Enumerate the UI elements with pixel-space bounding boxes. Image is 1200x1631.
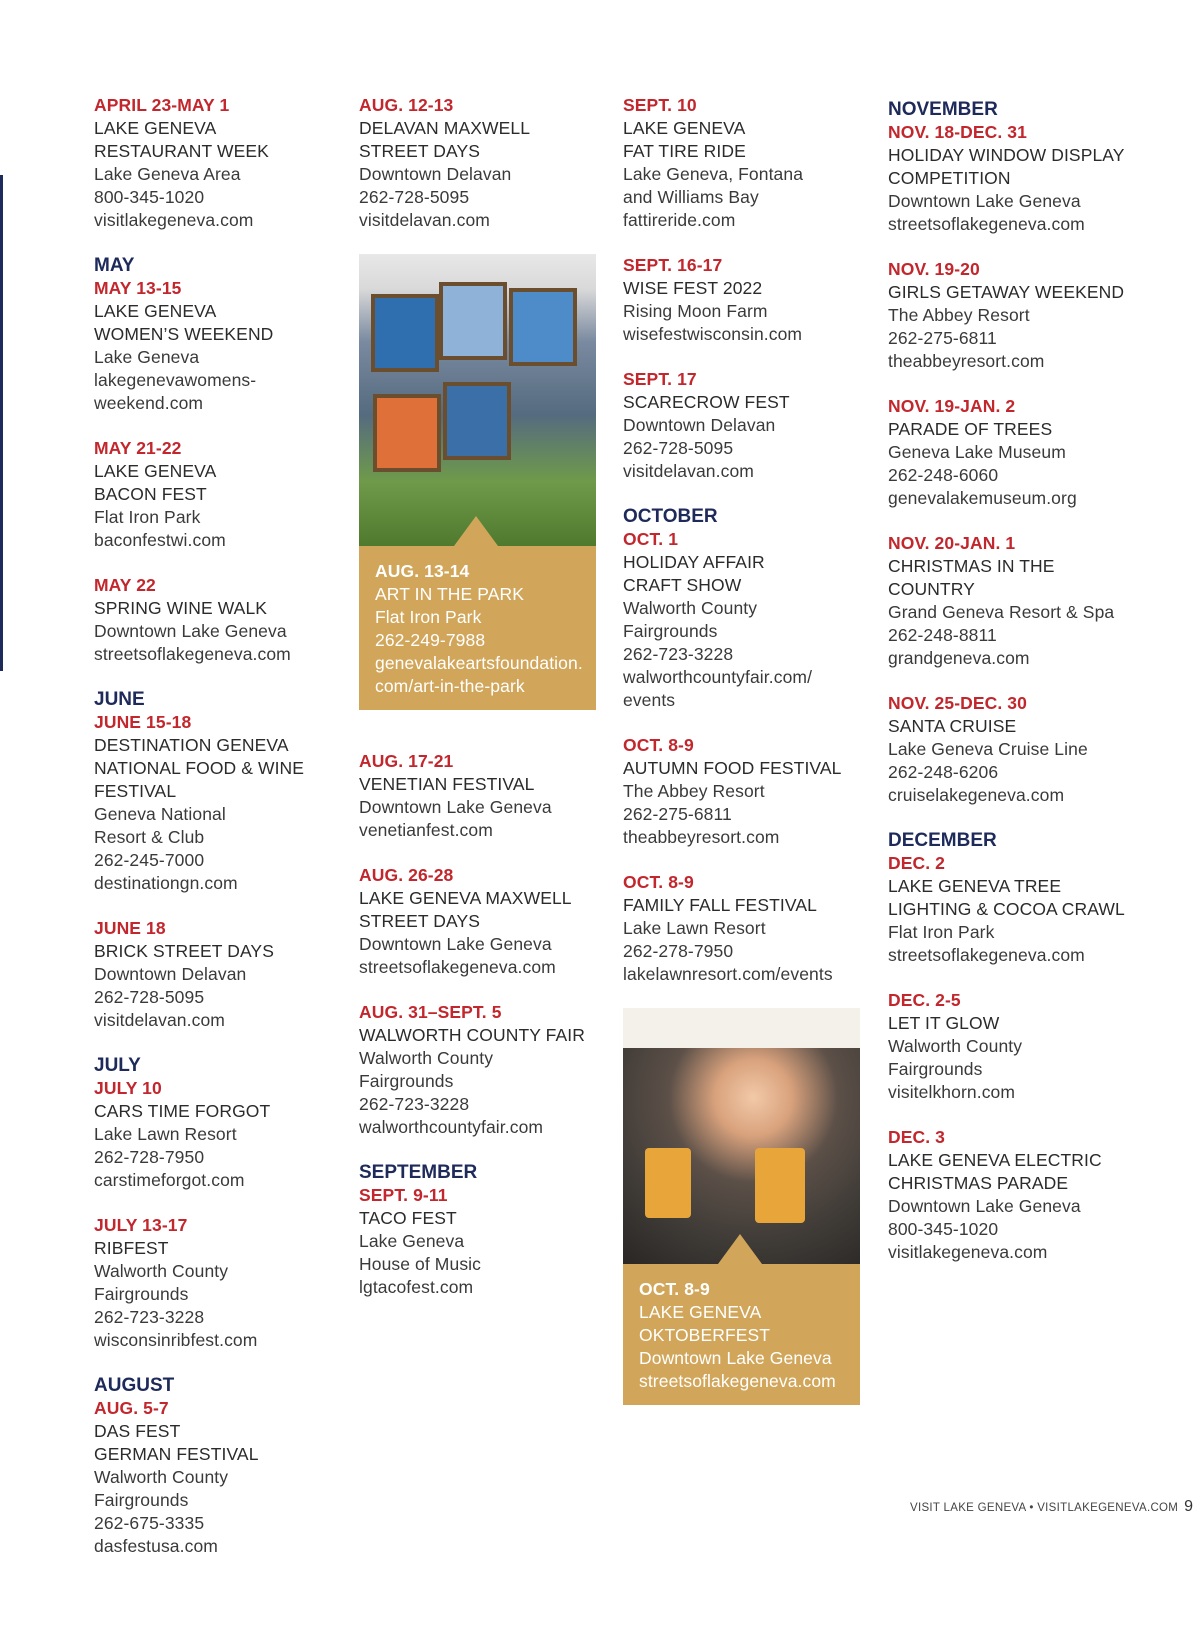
event-title: CHRISTMAS IN THE <box>888 556 1055 576</box>
event-entry <box>359 864 619 979</box>
event-detail: Lake Lawn Resort <box>94 1124 237 1144</box>
event-website: visitlakegeneva.com <box>94 210 254 230</box>
tent-canopy <box>623 1008 860 1048</box>
month-heading: NOVEMBER <box>888 99 998 120</box>
event-title: LAKE GENEVA ELECTRIC <box>888 1150 1102 1170</box>
event-entry <box>94 254 354 415</box>
event-entry <box>888 989 1148 1104</box>
event-website: grandgeneva.com <box>888 648 1030 668</box>
oktoberfest-caption <box>623 1264 860 1405</box>
month-heading: DECEMBER <box>888 830 997 851</box>
event-detail: Downtown Delavan <box>359 164 512 184</box>
event-title: STREET DAYS <box>359 911 481 931</box>
event-entry <box>94 1374 354 1558</box>
event-phone: 262-723-3228 <box>623 644 734 664</box>
event-title: OKTOBERFEST <box>639 1325 771 1345</box>
event-date: MAY 13-15 <box>94 278 182 298</box>
event-entry <box>888 258 1148 373</box>
event-title: LAKE GENEVA <box>623 118 746 138</box>
event-date: OCT. 1 <box>623 529 679 549</box>
events-column-2 <box>359 94 619 1321</box>
event-detail: and Williams Bay <box>623 187 759 207</box>
event-phone: 262-248-6060 <box>888 465 999 485</box>
event-title: TACO FEST <box>359 1208 457 1228</box>
event-phone: 262-728-5095 <box>359 187 470 207</box>
event-website: walworthcountyfair.com/ <box>623 667 813 687</box>
event-date: DEC. 3 <box>888 1127 946 1147</box>
event-title: LAKE GENEVA <box>639 1302 762 1322</box>
event-title: BRICK STREET DAYS <box>94 941 274 961</box>
event-detail: Downtown Delavan <box>94 964 247 984</box>
event-entry <box>94 574 354 666</box>
beer-stein-right <box>755 1148 805 1223</box>
painting-shape <box>373 394 441 472</box>
event-date: JUNE 15-18 <box>94 712 192 732</box>
event-detail: House of Music <box>359 1254 482 1274</box>
event-detail: Downtown Lake Geneva <box>888 191 1081 211</box>
event-title: FAMILY FALL FESTIVAL <box>623 895 817 915</box>
event-website: wisconsinribfest.com <box>94 1330 258 1350</box>
event-website: theabbeyresort.com <box>888 351 1045 371</box>
event-title: WISE FEST 2022 <box>623 278 763 298</box>
event-detail: Lake Geneva, Fontana <box>623 164 804 184</box>
event-title: RIBFEST <box>94 1238 169 1258</box>
event-title: NATIONAL FOOD & WINE <box>94 758 305 778</box>
event-date: JULY 13-17 <box>94 1215 188 1235</box>
art-fair-photo <box>359 254 596 546</box>
event-title: DELAVAN MAXWELL <box>359 118 531 138</box>
event-detail: Lake Geneva Cruise Line <box>888 739 1088 759</box>
event-website: visitdelavan.com <box>623 461 754 481</box>
event-entry <box>623 94 883 232</box>
event-date: NOV. 19-JAN. 2 <box>888 396 1016 416</box>
event-title: LAKE GENEVA TREE <box>888 876 1062 896</box>
event-date: AUG. 17-21 <box>359 751 454 771</box>
event-website: carstimeforgot.com <box>94 1170 245 1190</box>
month-heading: MAY <box>94 255 135 276</box>
event-date: OCT. 8-9 <box>623 872 694 892</box>
event-phone: 262-275-6811 <box>623 804 732 824</box>
event-entry <box>623 871 883 986</box>
event-entry <box>623 505 883 712</box>
event-detail: Downtown Lake Geneva <box>359 934 552 954</box>
event-title: FESTIVAL <box>94 781 177 801</box>
event-date: OCT. 8-9 <box>639 1279 710 1299</box>
event-entry <box>623 734 883 849</box>
painting-shape <box>443 382 511 460</box>
event-entry <box>359 750 619 842</box>
event-phone: 262-245-7000 <box>94 850 205 870</box>
events-column-1 <box>94 94 354 1580</box>
month-heading: SEPTEMBER <box>359 1162 478 1183</box>
event-title: COUNTRY <box>888 579 975 599</box>
event-date: AUG. 12-13 <box>359 95 454 115</box>
event-title: SANTA CRUISE <box>888 716 1017 736</box>
event-detail: Geneva National <box>94 804 226 824</box>
event-website: streetsoflakegeneva.com <box>94 644 291 664</box>
event-title: LAKE GENEVA <box>94 461 217 481</box>
event-website: streetsoflakegeneva.com <box>639 1371 836 1391</box>
event-detail: Walworth County <box>94 1467 229 1487</box>
event-detail: Downtown Lake Geneva <box>888 1196 1081 1216</box>
event-date: NOV. 25-DEC. 30 <box>888 693 1027 713</box>
event-phone: 262-248-6206 <box>888 762 999 782</box>
oktoberfest-feature <box>623 1008 860 1405</box>
page-footer <box>910 1498 1193 1516</box>
event-detail: Resort & Club <box>94 827 205 847</box>
event-detail: Lake Geneva <box>94 347 200 367</box>
event-date: APRIL 23-MAY 1 <box>94 95 230 115</box>
event-detail: Fairgrounds <box>94 1284 189 1304</box>
event-detail: Fairgrounds <box>623 621 718 641</box>
event-detail: Flat Iron Park <box>888 922 995 942</box>
event-detail: Downtown Lake Geneva <box>359 797 552 817</box>
event-date: MAY 22 <box>94 575 156 595</box>
event-date: OCT. 8-9 <box>623 735 694 755</box>
event-title: LAKE GENEVA <box>94 118 217 138</box>
beer-stein-left <box>645 1148 691 1218</box>
event-entry <box>359 1001 619 1139</box>
event-entry <box>623 368 883 483</box>
month-heading: AUGUST <box>94 1375 175 1396</box>
event-website: dasfestusa.com <box>94 1536 218 1556</box>
event-entry <box>94 94 354 232</box>
event-title: GIRLS GETAWAY WEEKEND <box>888 282 1125 302</box>
event-entry <box>94 688 354 895</box>
event-date: SEPT. 10 <box>623 95 697 115</box>
event-date: MAY 21-22 <box>94 438 182 458</box>
event-website: venetianfest.com <box>359 820 493 840</box>
event-detail: Lake Geneva Area <box>94 164 241 184</box>
event-date: AUG. 5-7 <box>94 1398 169 1418</box>
events-column-3 <box>623 94 883 1445</box>
event-title: LAKE GENEVA <box>94 301 217 321</box>
event-title: RESTAURANT WEEK <box>94 141 269 161</box>
event-date: AUG. 13-14 <box>375 561 470 581</box>
event-website: weekend.com <box>94 393 204 413</box>
event-title: DAS FEST <box>94 1421 181 1441</box>
event-title: SPRING WINE WALK <box>94 598 268 618</box>
event-date: SEPT. 9-11 <box>359 1185 448 1205</box>
event-detail: Walworth County <box>94 1261 229 1281</box>
event-entry <box>623 254 883 346</box>
event-title: WOMEN’S WEEKEND <box>94 324 274 344</box>
event-website: streetsoflakegeneva.com <box>888 214 1085 234</box>
event-date: SEPT. 16-17 <box>623 255 723 275</box>
event-detail: The Abbey Resort <box>623 781 765 801</box>
event-date: AUG. 26-28 <box>359 865 454 885</box>
event-title: GERMAN FESTIVAL <box>94 1444 259 1464</box>
event-title: DESTINATION GENEVA <box>94 735 289 755</box>
event-detail: Walworth County <box>623 598 758 618</box>
event-title: COMPETITION <box>888 168 1011 188</box>
event-phone: 262-248-8811 <box>888 625 997 645</box>
page-number: 9 <box>1184 1498 1194 1515</box>
event-entry <box>888 692 1148 807</box>
event-phone: 262-728-5095 <box>623 438 734 458</box>
event-title: STREET DAYS <box>359 141 481 161</box>
event-detail: Flat Iron Park <box>375 607 482 627</box>
event-entry <box>94 1054 354 1192</box>
events-column-4 <box>888 94 1148 1286</box>
event-title: LAKE GENEVA MAXWELL <box>359 888 572 908</box>
month-heading: JULY <box>94 1055 141 1076</box>
event-website: visitlakegeneva.com <box>888 1242 1048 1262</box>
event-website: genevalakeartsfoundation. <box>375 653 583 673</box>
event-phone: 262-278-7950 <box>623 941 734 961</box>
event-detail: Rising Moon Farm <box>623 301 768 321</box>
event-website: visitelkhorn.com <box>888 1082 1016 1102</box>
oktoberfest-photo <box>623 1008 860 1264</box>
painting-shape <box>371 294 439 372</box>
painting-shape <box>509 288 577 366</box>
event-entry <box>359 1161 619 1299</box>
event-website: streetsoflakegeneva.com <box>359 957 556 977</box>
event-detail: The Abbey Resort <box>888 305 1030 325</box>
event-entry <box>94 437 354 552</box>
event-detail: Fairgrounds <box>888 1059 983 1079</box>
event-title: FAT TIRE RIDE <box>623 141 746 161</box>
event-entry <box>888 395 1148 510</box>
event-title: WALWORTH COUNTY FAIR <box>359 1025 585 1045</box>
event-detail: lakegenevawomens- <box>94 370 257 390</box>
event-title: HOLIDAY WINDOW DISPLAY <box>888 145 1125 165</box>
event-title: BACON FEST <box>94 484 207 504</box>
event-date: NOV. 20-JAN. 1 <box>888 533 1016 553</box>
month-heading: OCTOBER <box>623 506 718 527</box>
event-entry <box>94 1214 354 1352</box>
event-phone: 262-728-5095 <box>94 987 205 1007</box>
event-phone: 262-728-7950 <box>94 1147 205 1167</box>
event-date: AUG. 31–SEPT. 5 <box>359 1002 502 1022</box>
event-title: LIGHTING & COCOA CRAWL <box>888 899 1125 919</box>
event-detail: Lake Geneva <box>359 1231 465 1251</box>
art-in-the-park-caption <box>359 546 596 710</box>
event-title: HOLIDAY AFFAIR <box>623 552 765 572</box>
caption-pointer <box>454 516 498 546</box>
event-website: streetsoflakegeneva.com <box>888 945 1085 965</box>
event-phone: 262-249-7988 <box>375 630 486 650</box>
event-title: CARS TIME FORGOT <box>94 1101 271 1121</box>
event-detail: Geneva Lake Museum <box>888 442 1066 462</box>
event-website: fattireride.com <box>623 210 736 230</box>
event-website: visitdelavan.com <box>94 1010 225 1030</box>
event-date: NOV. 19-20 <box>888 259 980 279</box>
edge-bar <box>0 175 3 671</box>
event-website: wisefestwisconsin.com <box>623 324 803 344</box>
event-detail: Downtown Lake Geneva <box>639 1348 832 1368</box>
event-entry <box>888 98 1148 236</box>
event-website: lakelawnresort.com/events <box>623 964 833 984</box>
event-date: SEPT. 17 <box>623 369 697 389</box>
event-title: ART IN THE PARK <box>375 584 524 604</box>
event-entry <box>888 1126 1148 1264</box>
painting-shape <box>439 282 507 360</box>
event-title: CRAFT SHOW <box>623 575 742 595</box>
event-website: walworthcountyfair.com <box>359 1117 544 1137</box>
event-entry <box>888 532 1148 670</box>
event-detail: Fairgrounds <box>359 1071 454 1091</box>
event-detail: Downtown Lake Geneva <box>94 621 287 641</box>
caption-pointer <box>718 1234 762 1264</box>
event-title: SCARECROW FEST <box>623 392 790 412</box>
event-phone: 262-723-3228 <box>359 1094 470 1114</box>
event-entry <box>359 94 619 232</box>
event-detail: com/art-in-the-park <box>375 676 525 696</box>
event-entry <box>94 917 354 1032</box>
event-website: cruiselakegeneva.com <box>888 785 1065 805</box>
event-detail: Lake Lawn Resort <box>623 918 766 938</box>
event-phone: 262-723-3228 <box>94 1307 205 1327</box>
event-detail: Walworth County <box>888 1036 1023 1056</box>
event-title: CHRISTMAS PARADE <box>888 1173 1069 1193</box>
event-date: JULY 10 <box>94 1078 162 1098</box>
event-detail: events <box>623 690 676 710</box>
event-website: lgtacofest.com <box>359 1277 474 1297</box>
event-detail: Grand Geneva Resort & Spa <box>888 602 1115 622</box>
event-entry <box>888 829 1148 967</box>
event-website: destinationgn.com <box>94 873 238 893</box>
event-detail: Walworth County <box>359 1048 494 1068</box>
event-detail: Fairgrounds <box>94 1490 189 1510</box>
event-title: AUTUMN FOOD FESTIVAL <box>623 758 842 778</box>
footer-text: VISIT LAKE GENEVA • VISITLAKEGENEVA.COM <box>910 1502 1179 1514</box>
event-detail: Downtown Delavan <box>623 415 776 435</box>
event-date: DEC. 2 <box>888 853 946 873</box>
event-title: VENETIAN FESTIVAL <box>359 774 535 794</box>
event-title: LET IT GLOW <box>888 1013 1000 1033</box>
event-detail: Flat Iron Park <box>94 507 201 527</box>
event-phone: 262-675-3335 <box>94 1513 205 1533</box>
event-date: JUNE 18 <box>94 918 166 938</box>
event-date: DEC. 2-5 <box>888 990 961 1010</box>
month-heading: JUNE <box>94 689 145 710</box>
event-phone: 262-275-6811 <box>888 328 997 348</box>
event-date: NOV. 18-DEC. 31 <box>888 122 1027 142</box>
event-phone: 800-345-1020 <box>94 187 205 207</box>
event-website: visitdelavan.com <box>359 210 490 230</box>
art-in-the-park-feature <box>359 254 596 710</box>
event-website: genevalakemuseum.org <box>888 488 1077 508</box>
event-website: baconfestwi.com <box>94 530 226 550</box>
event-phone: 800-345-1020 <box>888 1219 999 1239</box>
event-title: PARADE OF TREES <box>888 419 1053 439</box>
event-website: theabbeyresort.com <box>623 827 780 847</box>
